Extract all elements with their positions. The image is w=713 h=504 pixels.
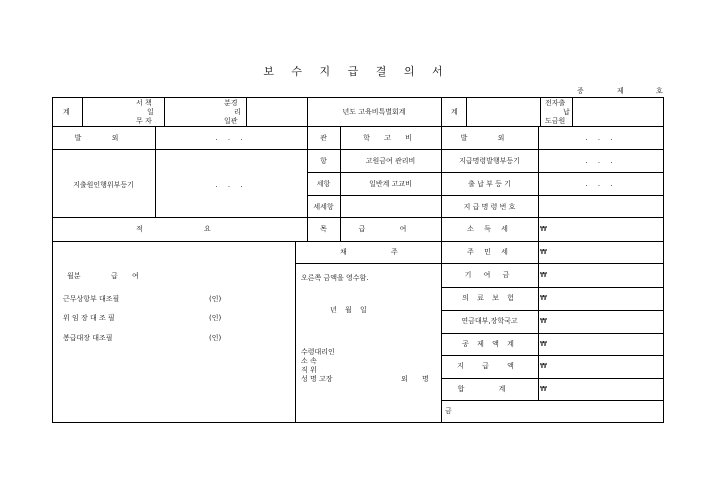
- page-title: 보 수 지 급 결 의 서: [263, 65, 450, 78]
- rule: [441, 355, 664, 356]
- won-sign: ₩: [540, 294, 547, 302]
- hang-value: 고원금여 관리비: [365, 157, 416, 165]
- header-jeonja-1: 전자출: [545, 99, 566, 107]
- rep-label: 수령대리인: [301, 348, 335, 356]
- rule: [307, 195, 664, 196]
- won-sign: ₩: [540, 225, 547, 233]
- won-sign: ₩: [540, 317, 547, 325]
- seal-3: (인): [209, 334, 222, 342]
- sesehang-label: 세세항: [313, 203, 334, 211]
- rule: [441, 378, 664, 379]
- header-gye-left: 계: [63, 108, 70, 116]
- sign-check-2: 위 임 장 대 조 필: [63, 314, 115, 322]
- giyeogeum-label: 기 여 금: [464, 271, 515, 279]
- rule: [307, 149, 664, 150]
- ju-label: 주: [391, 248, 398, 256]
- rule: [52, 149, 307, 150]
- header-jeonja-2: 납: [563, 108, 570, 116]
- rule: [441, 97, 442, 423]
- header-seochaek: 서 책: [136, 99, 152, 107]
- bal-wi-right-dots: . . .: [585, 134, 617, 142]
- jichul-label: 지출원인행위부등기: [73, 181, 134, 189]
- receipt-text: 오른쪽 금액을 영수함.: [301, 274, 369, 282]
- rule: [295, 263, 664, 264]
- yeongeum-label: 연금대부,장학국고: [461, 317, 518, 325]
- form-frame: [52, 97, 664, 423]
- doc-no-jeung: 증: [577, 87, 584, 95]
- chulnap-dots: . . .: [585, 180, 617, 188]
- rule: [307, 172, 664, 173]
- won-sign: ₩: [540, 385, 547, 393]
- gwan-label: 관: [320, 134, 327, 142]
- chulnap-label: 출 납 부 등 기: [468, 180, 511, 188]
- jumin-label: 주 민 세: [467, 248, 512, 256]
- sehang-value: 일반계 고교비: [369, 180, 412, 188]
- rule: [441, 333, 664, 334]
- rep-name: 성 명 고장: [301, 375, 333, 383]
- rule: [466, 97, 467, 126]
- won-sign: ₩: [540, 248, 547, 256]
- rep-position: 직 위: [301, 366, 317, 374]
- rule: [441, 287, 664, 288]
- sodeukse-label: 소 득 세: [467, 225, 512, 233]
- bal-wi-label: 발 외: [74, 134, 133, 142]
- won-sign: ₩: [540, 340, 547, 348]
- header-muja: 무 자: [136, 117, 152, 125]
- rule: [572, 97, 573, 126]
- rule: [441, 400, 664, 401]
- mok-value: 급 여: [358, 225, 423, 233]
- hapgye-label: 합 계: [457, 385, 522, 393]
- bal-wi-dots: . . .: [215, 134, 247, 142]
- rule: [540, 97, 541, 126]
- rule: [52, 126, 664, 127]
- rule: [52, 217, 664, 218]
- gongje-label: 공 제 액 계: [462, 340, 517, 348]
- rule: [295, 241, 296, 423]
- uiryo-label: 의 료 보 험: [462, 294, 517, 302]
- sign-check-3: 봉급대장 대조필: [63, 334, 113, 342]
- header-ilgwan: 일관: [224, 117, 238, 125]
- seal-1: (인): [209, 295, 222, 303]
- doc-no-ho: 호: [656, 87, 663, 95]
- rep-affiliation: 소 속: [301, 357, 317, 365]
- jigeup-label: 지 급 액: [457, 362, 522, 370]
- sehang-label: 세항: [316, 180, 331, 188]
- rule: [441, 310, 664, 311]
- geum-label: 금: [445, 407, 452, 415]
- yo-label: 요: [204, 225, 211, 233]
- doc-no-je: 제: [617, 87, 624, 95]
- sign-check-1: 근무상항부 대조필: [63, 295, 120, 303]
- rule: [52, 241, 664, 242]
- chae-label: 채: [340, 248, 347, 256]
- jigeup-ledger-dots: . . .: [585, 157, 617, 165]
- jigeup-ledger-label: 지급명령발행부등기: [459, 157, 520, 165]
- won-sign: ₩: [540, 362, 547, 370]
- header-gye-right: 계: [451, 108, 458, 116]
- rule: [164, 97, 165, 126]
- won-sign: ₩: [540, 271, 547, 279]
- header-bungyeong: 분경: [224, 99, 238, 107]
- rule: [82, 97, 83, 126]
- header-il: 일: [147, 108, 154, 116]
- header-ri: 리: [234, 108, 241, 116]
- jigeup-no-label: 지 급 명 령 번 호: [463, 203, 516, 211]
- jeok-label: 적: [136, 225, 143, 233]
- bal-wi-right-label: 발 외: [460, 134, 519, 142]
- jichul-dots: . . .: [215, 181, 247, 189]
- header-year-budget: 년도 고육비특별회계: [342, 108, 406, 116]
- receipt-date: 년 월 일: [330, 306, 370, 314]
- hang-label: 항: [320, 157, 327, 165]
- mok-label: 목: [320, 225, 327, 233]
- rule: [307, 97, 308, 241]
- seal-2: (인): [209, 314, 222, 322]
- gwan-value: 학 고 비: [363, 134, 418, 142]
- rule: [246, 97, 247, 126]
- wolbun-geupyeo: 급 여: [111, 272, 145, 280]
- wolbun-label: 월분: [67, 272, 81, 280]
- rep-others: 외 명: [401, 375, 435, 383]
- rule: [538, 126, 539, 400]
- header-jeonja-3: 도금원: [545, 117, 566, 125]
